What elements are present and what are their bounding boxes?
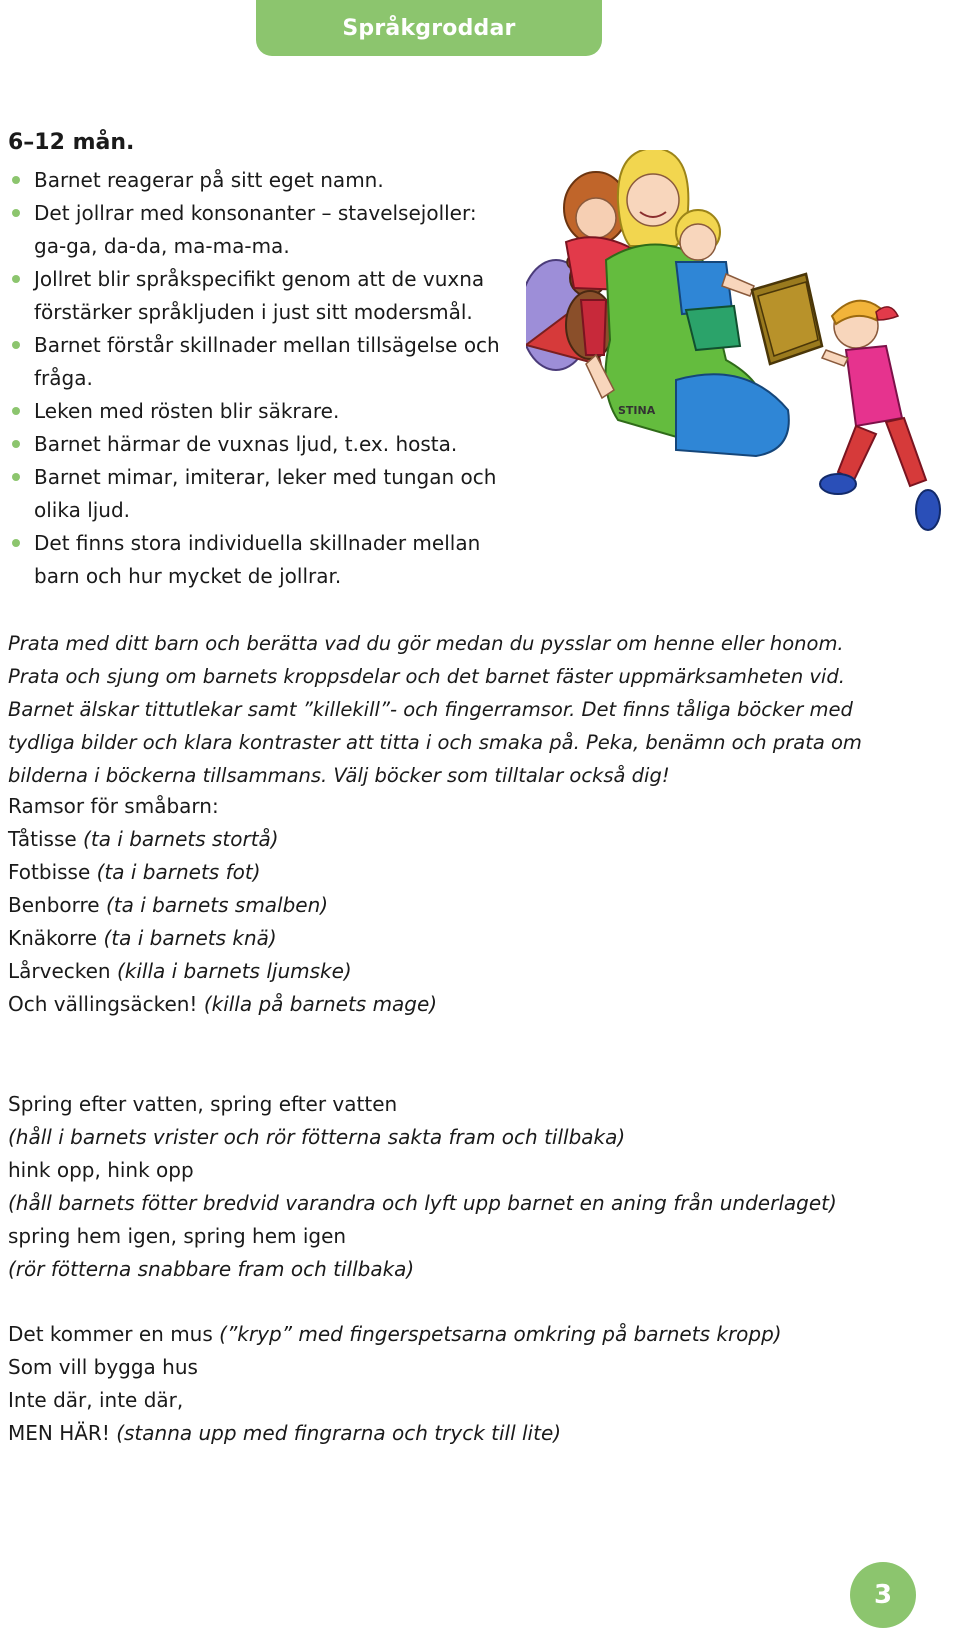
list-item-line: Barnet förstår skillnader mellan tillsägelse och (34, 333, 500, 357)
rhyme-line (8, 1384, 908, 1417)
list-item-line: Jollret blir språkspecifikt genom att de vuxna (34, 267, 485, 291)
rhyme-line (8, 790, 908, 823)
bullet-icon (12, 473, 20, 481)
rhyme-note: (håll barnets fötter bredvid varandra och lyft upp barnet en aning från underlaget) (8, 1191, 837, 1215)
rhyme-line (8, 988, 908, 1021)
rhyme-text: Tåtisse (8, 827, 84, 851)
rhyme-text: Benborre (8, 893, 106, 917)
rhyme-note: (stanna upp med fingrarna och tryck till lite) (116, 1421, 562, 1445)
rhyme-line (8, 823, 908, 856)
rhyme-line (8, 955, 908, 988)
advice-line: bilderna i böckerna tillsammans. Välj böcker som tilltalar också dig! (8, 764, 670, 787)
advice-line: Prata med ditt barn och berätta vad du gör medan du pysslar om henne eller honom. (8, 632, 844, 655)
rhyme-text: Ramsor för småbarn: (8, 794, 219, 818)
rhyme-text: MEN HÄR! (8, 1421, 117, 1445)
section-heading: 6–12 mån. (8, 130, 135, 155)
header-tab-label: Språkgroddar (342, 15, 516, 41)
bullet-icon (12, 209, 20, 217)
list-item-line: fråga. (34, 366, 93, 390)
rhyme-text: Fotbisse (8, 860, 97, 884)
page-number (850, 1562, 916, 1628)
advice-line: Prata och sjung om barnets kroppsdelar och det barnet fäster uppmärksamheten vid. (8, 665, 845, 688)
rhyme-line (8, 1121, 908, 1154)
rhyme-line (8, 1088, 908, 1121)
rhyme-text: Inte där, inte där, (8, 1388, 184, 1412)
rhyme-line (8, 1220, 908, 1253)
bullet-icon (12, 407, 20, 415)
rhyme-line (8, 1187, 908, 1220)
rhyme-block (8, 1088, 908, 1286)
rhyme-line (8, 922, 908, 955)
page-number-label: 3 (873, 1580, 893, 1610)
bullet-icon (12, 275, 20, 283)
rhyme-note: (håll i barnets vrister och rör fötterna sakta fram och tillbaka) (8, 1125, 626, 1149)
advice-line: Barnet älskar tittutlekar samt ”killekill”- och fingerramsor. Det finns tåliga böcker med (8, 698, 853, 721)
list-item-line: Leken med rösten blir säkrare. (34, 399, 340, 423)
rhyme-line (8, 1318, 908, 1351)
advice-line: tydliga bilder och klara kontraster att titta i och smaka på. Peka, benämn och prata om (8, 731, 862, 754)
header-tab (256, 0, 602, 56)
rhyme-note: (killa på barnets mage) (203, 992, 438, 1016)
rhyme-block (8, 1318, 908, 1450)
rhyme-block (8, 790, 908, 1021)
rhyme-note: (ta i barnets knä) (103, 926, 277, 950)
rhyme-line (8, 1253, 908, 1286)
rhyme-text: Det kommer en mus (8, 1322, 220, 1346)
rhyme-note: (ta i barnets fot) (96, 860, 261, 884)
list-item-line: ga-ga, da-da, ma-ma-ma. (34, 234, 290, 258)
list-item-line: Barnet härmar de vuxnas ljud, t.ex. hosta. (34, 432, 458, 456)
list-item-line: Det finns stora individuella skillnader mellan (34, 531, 481, 555)
list-item-line: Det jollrar med konsonanter – stavelsejoller: (34, 201, 477, 225)
rhyme-text: Som vill bygga hus (8, 1355, 198, 1379)
list-item-line: barn och hur mycket de jollrar. (34, 564, 342, 588)
rhyme-note: (rör fötterna snabbare fram och tillbaka) (8, 1257, 415, 1281)
list-item-line: Barnet reagerar på sitt eget namn. (34, 168, 384, 192)
list-item (8, 263, 528, 329)
list-item (8, 197, 528, 263)
list-item-line: Barnet mimar, imiterar, leker med tungan och (34, 465, 497, 489)
rhyme-line (8, 856, 908, 889)
rhyme-line (8, 1154, 908, 1187)
rhyme-text: Knäkorre (8, 926, 104, 950)
advice-paragraph (8, 627, 888, 792)
rhyme-line (8, 1351, 908, 1384)
rhyme-text: spring hem igen, spring hem igen (8, 1224, 347, 1248)
rhyme-text: Och vällingsäcken! (8, 992, 204, 1016)
rhyme-line (8, 1417, 908, 1450)
illustration-signature: STINA (618, 404, 656, 417)
milestone-list (8, 164, 528, 593)
list-item (8, 527, 528, 593)
list-item (8, 395, 528, 428)
rhyme-note: (ta i barnets smalben) (105, 893, 329, 917)
bullet-icon (12, 539, 20, 547)
list-item-line: förstärker språkljuden i just sitt modersmål. (34, 300, 473, 324)
bullet-icon (12, 440, 20, 448)
rhyme-note: (killa i barnets ljumske) (116, 959, 352, 983)
rhyme-note: (”kryp” med fingerspetsarna omkring på barnets kropp) (219, 1322, 782, 1346)
list-item (8, 428, 528, 461)
rhyme-text: hink opp, hink opp (8, 1158, 194, 1182)
list-item (8, 329, 528, 395)
rhyme-text: Lårvecken (8, 959, 117, 983)
bullet-icon (12, 341, 20, 349)
bullet-icon (12, 176, 20, 184)
rhyme-note: (ta i barnets stortå) (83, 827, 279, 851)
list-item-line: olika ljud. (34, 498, 131, 522)
rhyme-line (8, 889, 908, 922)
rhyme-text: Spring efter vatten, spring efter vatten (8, 1092, 398, 1116)
list-item (8, 461, 528, 527)
family-reading-illustration (526, 150, 958, 570)
list-item (8, 164, 528, 197)
